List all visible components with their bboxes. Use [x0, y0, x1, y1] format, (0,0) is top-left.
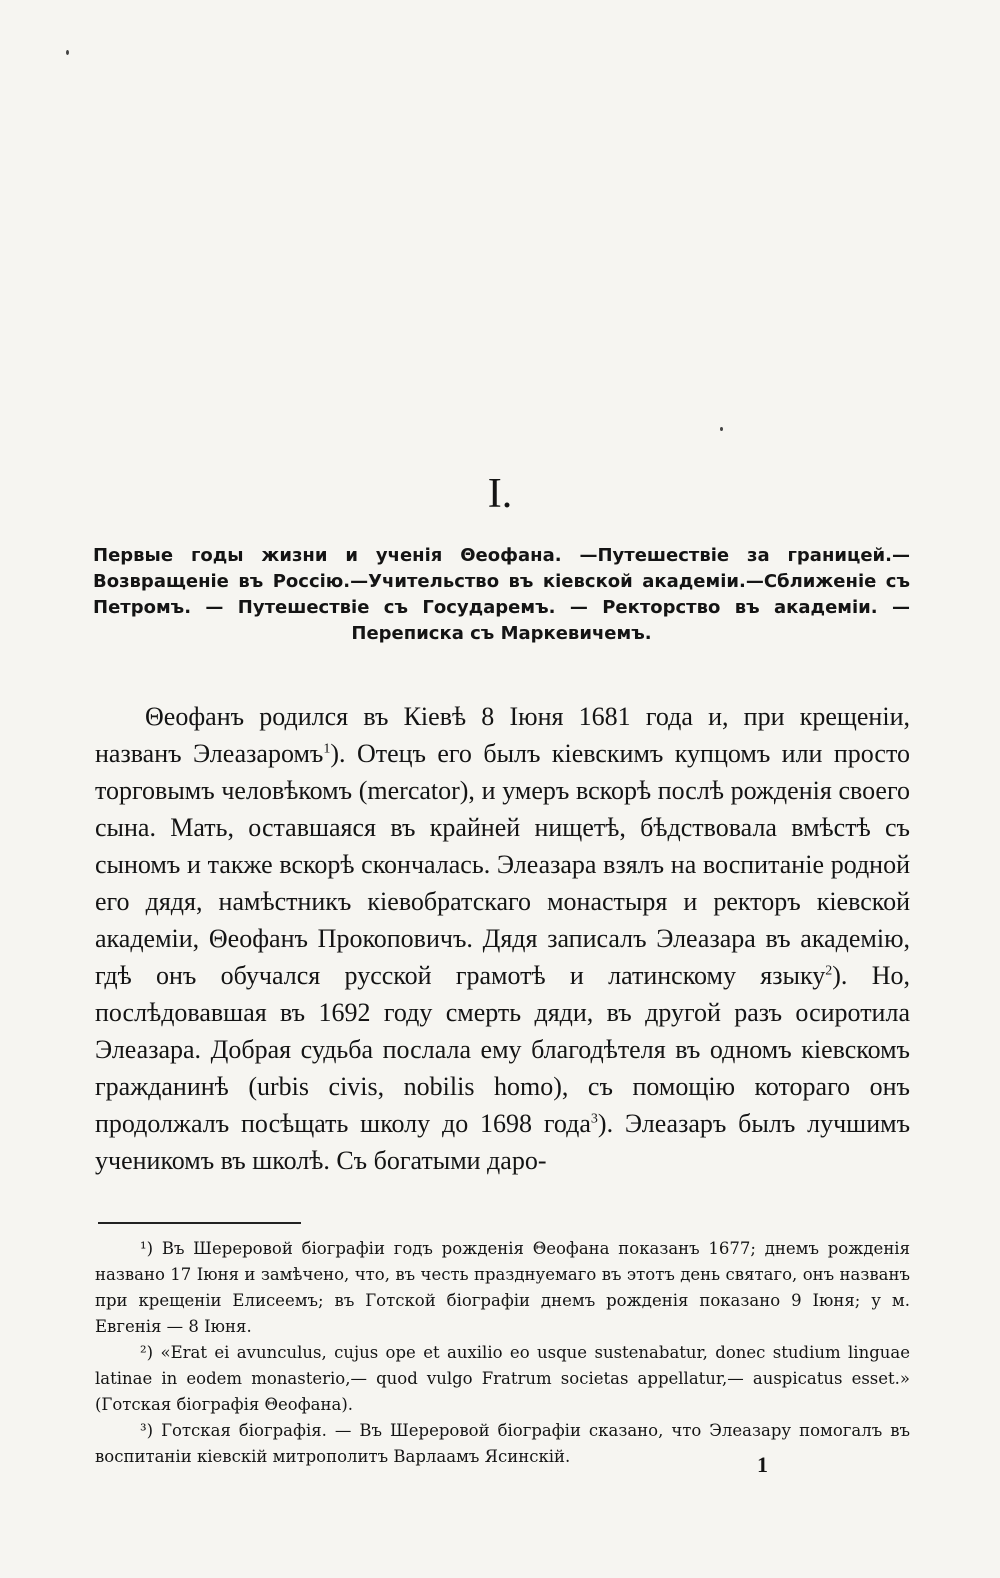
body-text-4: ). Элеазаръ былъ лучшимъ ученикомъ въ школѣ. Съ богатыми даро- [95, 1109, 911, 1175]
chapter-summary: Первые годы жизни и ученія Θеофана. —Путешествіе за границей.— Возвращеніе въ Россію.—Учительство въ кіевской академіи.—Сближеніе съ Петромъ. — Путешествіе съ Государемъ. — Ректорство въ академіи. — Переписка съ Маркевичемъ. [93, 545, 910, 644]
footnote-3 [95, 1418, 910, 1470]
footnote-divider [98, 1222, 301, 1224]
footnote-marker: ²) [140, 1343, 154, 1362]
footnote-ref-2: 2 [825, 963, 833, 979]
footnote-2 [95, 1340, 910, 1418]
footnote-text: «Erat ei avunculus, cujus ope et auxilio eo usque sustenabatur, donec studium linguae latinae in eodem monasterio,— quod vulgo Fratrum societas appellatur,— auspicatus esset.» (Готская біографія Θеофана). [95, 1343, 910, 1414]
page-number: 1 [757, 1452, 768, 1477]
body-paragraph [95, 698, 910, 1179]
footnote-text: Въ Шереровой біографіи годъ рожденія Θеофана показанъ 1677; днемъ рожденія названо 17 Іюня и замѣчено, что, въ честь празднуемаго въ этотъ день святаго, онъ названъ при крещеніи Елисеемъ; въ Готской біографіи днемъ рожденія показано 9 Іюня; у м. Евгенія — 8 Іюня. [95, 1239, 910, 1336]
scan-speck [66, 50, 69, 55]
footnote-ref-3: 3 [590, 1111, 598, 1127]
body-text-1: Θеофанъ родился въ Кіевѣ 8 Іюня 1681 года и, при крещеніи, названъ Элеазаромъ [95, 702, 910, 768]
body-text-3: ). Но, послѣдовавшая въ 1692 году смерть дяди, въ другой разъ осиротила Элеазара. Добрая судьба послала ему благодѣтеля въ одномъ кіевскомъ гражданинѣ (urbis civis, nobilis homo), съ помощію котораго онъ продолжалъ посѣщать школу до 1698 года [95, 961, 911, 1138]
chapter-number: I. [487, 471, 513, 517]
scan-speck [720, 427, 723, 431]
footnote-ref-1: 1 [323, 741, 331, 757]
footnotes [95, 1236, 910, 1470]
body-text-2: ). Отецъ его былъ кіевскимъ купцомъ или просто торговымъ человѣкомъ (mercator), и умеръ вскорѣ послѣ рожденія своего сына. Мать, оставшаяся въ крайней нищетѣ, бѣдствовала вмѣстѣ съ сыномъ и также вскорѣ скончалась. Элеазара взялъ на воспитаніе родной его дядя, намѣстникъ кіевобратскаго монастыря и ректоръ кіевской академіи, Θеофанъ Прокоповичъ. Дядя записалъ Элеазара въ академію, гдѣ онъ обучался русской грамотѣ и латинскому языку [95, 739, 910, 990]
footnote-marker: ³) [140, 1421, 154, 1440]
footnote-marker: ¹) [140, 1239, 154, 1258]
footnote-1 [95, 1236, 910, 1340]
footnote-text: Готская біографія. — Въ Шереровой біографіи сказано, что Элеазару помогалъ въ воспитаніи кіевскій митрополитъ Варлаамъ Ясинскій. [95, 1421, 911, 1466]
